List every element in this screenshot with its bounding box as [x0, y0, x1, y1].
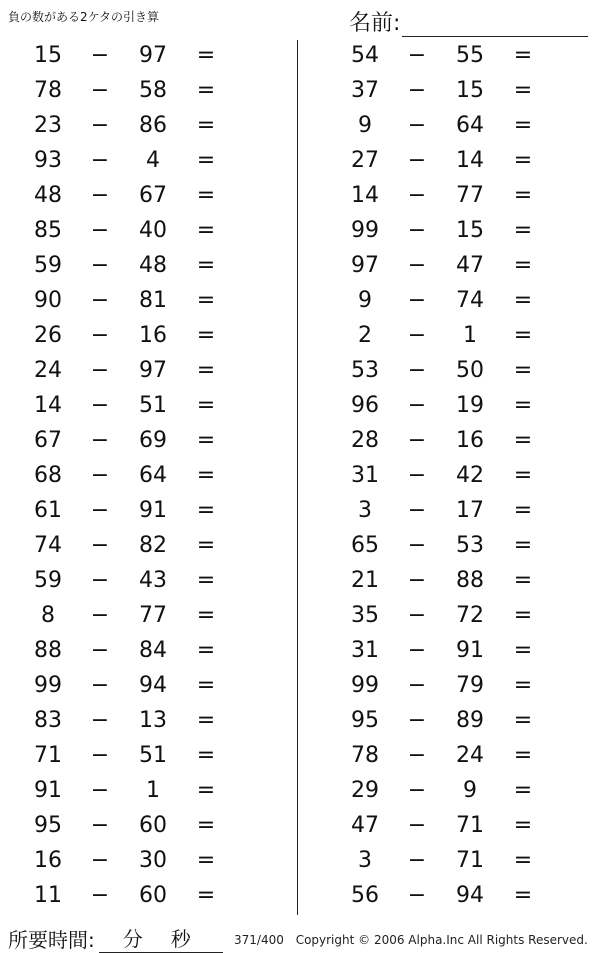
equals-sign: = [196, 533, 216, 558]
subtrahend: 97 [139, 358, 167, 383]
problem-row [317, 633, 597, 668]
equals-sign: = [196, 708, 216, 733]
minus-sign: − [90, 638, 110, 663]
equals-sign: = [513, 253, 533, 278]
problem-row [317, 318, 597, 353]
minus-sign: − [90, 498, 110, 523]
problem-row [0, 598, 280, 633]
minuend: 28 [351, 428, 379, 453]
equals-sign: = [196, 813, 216, 838]
problem-row [0, 73, 280, 108]
equals-sign: = [196, 428, 216, 453]
problem-row [317, 38, 597, 73]
minus-sign: − [90, 533, 110, 558]
problem-row [0, 213, 280, 248]
left-problem-column [0, 38, 280, 913]
equals-sign: = [196, 393, 216, 418]
equals-sign: = [196, 463, 216, 488]
equals-sign: = [196, 638, 216, 663]
equals-sign: = [513, 218, 533, 243]
subtrahend: 89 [456, 708, 484, 733]
equals-sign: = [196, 288, 216, 313]
equals-sign: = [196, 78, 216, 103]
equals-sign: = [196, 673, 216, 698]
minuend: 14 [34, 393, 62, 418]
problem-row [0, 108, 280, 143]
minuend: 59 [34, 253, 62, 278]
subtrahend: 86 [139, 113, 167, 138]
minuend: 27 [351, 148, 379, 173]
minuend: 3 [358, 498, 372, 523]
equals-sign: = [513, 778, 533, 803]
minuend: 65 [351, 533, 379, 558]
subtrahend: 9 [463, 778, 477, 803]
minus-sign: − [90, 708, 110, 733]
minuend: 37 [351, 78, 379, 103]
minuend: 14 [351, 183, 379, 208]
subtrahend: 1 [463, 323, 477, 348]
minuend: 9 [358, 113, 372, 138]
minuend: 78 [351, 743, 379, 768]
problem-row [0, 563, 280, 598]
equals-sign: = [196, 253, 216, 278]
minuend: 54 [351, 43, 379, 68]
minus-sign: − [90, 743, 110, 768]
page-meta [234, 933, 596, 947]
subtrahend: 64 [456, 113, 484, 138]
subtrahend: 42 [456, 463, 484, 488]
subtrahend: 40 [139, 218, 167, 243]
subtrahend: 71 [456, 848, 484, 873]
minuend: 56 [351, 883, 379, 908]
minus-sign: − [407, 813, 427, 838]
minus-sign: − [407, 218, 427, 243]
minus-sign: − [407, 778, 427, 803]
minuend: 61 [34, 498, 62, 523]
minuend: 2 [358, 323, 372, 348]
equals-sign: = [513, 428, 533, 453]
subtrahend: 16 [456, 428, 484, 453]
minus-sign: − [90, 288, 110, 313]
equals-sign: = [196, 498, 216, 523]
subtrahend: 97 [139, 43, 167, 68]
subtrahend: 94 [139, 673, 167, 698]
equals-sign: = [196, 183, 216, 208]
minus-sign: − [90, 848, 110, 873]
equals-sign: = [513, 708, 533, 733]
subtrahend: 47 [456, 253, 484, 278]
equals-sign: = [196, 568, 216, 593]
minus-sign: − [90, 428, 110, 453]
subtrahend: 16 [139, 323, 167, 348]
page-number: 371/400 [234, 933, 284, 947]
problem-row [317, 178, 597, 213]
subtrahend: 94 [456, 883, 484, 908]
problem-row [0, 528, 280, 563]
minuend: 99 [351, 218, 379, 243]
subtrahend: 88 [456, 568, 484, 593]
name-label: 名前: [349, 11, 401, 36]
equals-sign: = [513, 288, 533, 313]
equals-sign: = [196, 323, 216, 348]
equals-sign: = [513, 638, 533, 663]
subtrahend: 17 [456, 498, 484, 523]
problem-row [317, 843, 597, 878]
equals-sign: = [513, 358, 533, 383]
subtrahend: 79 [456, 673, 484, 698]
minus-sign: − [407, 358, 427, 383]
equals-sign: = [513, 43, 533, 68]
equals-sign: = [513, 603, 533, 628]
subtrahend: 53 [456, 533, 484, 558]
minutes-unit: 分 [122, 927, 143, 951]
minus-sign: − [407, 568, 427, 593]
equals-sign: = [513, 883, 533, 908]
minuend: 3 [358, 848, 372, 873]
minuend: 99 [34, 673, 62, 698]
problem-row [317, 878, 597, 913]
minuend: 93 [34, 148, 62, 173]
equals-sign: = [513, 323, 533, 348]
subtrahend: 14 [456, 148, 484, 173]
equals-sign: = [513, 568, 533, 593]
problem-row [317, 808, 597, 843]
minuend: 67 [34, 428, 62, 453]
minus-sign: − [90, 813, 110, 838]
problem-row [0, 143, 280, 178]
equals-sign: = [196, 883, 216, 908]
minuend: 9 [358, 288, 372, 313]
problem-row [317, 738, 597, 773]
problem-row [0, 248, 280, 283]
time-label: 所要時間: [8, 928, 95, 952]
equals-sign: = [513, 743, 533, 768]
minus-sign: − [407, 673, 427, 698]
subtrahend: 58 [139, 78, 167, 103]
minuend: 78 [34, 78, 62, 103]
problem-row [317, 108, 597, 143]
problem-row [0, 878, 280, 913]
minuend: 99 [351, 673, 379, 698]
minuend: 23 [34, 113, 62, 138]
minuend: 29 [351, 778, 379, 803]
time-answer-line[interactable] [99, 928, 223, 953]
problem-row [317, 388, 597, 423]
minuend: 26 [34, 323, 62, 348]
subtrahend: 60 [139, 813, 167, 838]
equals-sign: = [513, 78, 533, 103]
equals-sign: = [513, 533, 533, 558]
subtrahend: 91 [456, 638, 484, 663]
equals-sign: = [196, 113, 216, 138]
problem-row [0, 318, 280, 353]
minus-sign: − [407, 43, 427, 68]
equals-sign: = [513, 673, 533, 698]
time-field [8, 924, 223, 953]
minuend: 74 [34, 533, 62, 558]
problem-row [0, 668, 280, 703]
equals-sign: = [196, 218, 216, 243]
subtrahend: 84 [139, 638, 167, 663]
problem-row [317, 213, 597, 248]
minus-sign: − [407, 183, 427, 208]
equals-sign: = [196, 603, 216, 628]
subtrahend: 1 [146, 778, 160, 803]
equals-sign: = [513, 813, 533, 838]
equals-sign: = [196, 778, 216, 803]
minus-sign: − [90, 323, 110, 348]
problem-row [317, 423, 597, 458]
seconds-unit: 秒 [170, 927, 191, 951]
minus-sign: − [407, 498, 427, 523]
minus-sign: − [407, 113, 427, 138]
minus-sign: − [407, 148, 427, 173]
minus-sign: − [407, 323, 427, 348]
minuend: 59 [34, 568, 62, 593]
problem-row [0, 178, 280, 213]
subtrahend: 74 [456, 288, 484, 313]
minus-sign: − [90, 393, 110, 418]
minuend: 85 [34, 218, 62, 243]
problem-row [317, 668, 597, 703]
right-problem-column [317, 38, 597, 913]
minuend: 31 [351, 638, 379, 663]
problem-row [0, 703, 280, 738]
subtrahend: 19 [456, 393, 484, 418]
minuend: 95 [34, 813, 62, 838]
problem-row [317, 598, 597, 633]
minuend: 24 [34, 358, 62, 383]
minus-sign: − [407, 848, 427, 873]
subtrahend: 77 [456, 183, 484, 208]
subtrahend: 82 [139, 533, 167, 558]
subtrahend: 51 [139, 743, 167, 768]
minuend: 90 [34, 288, 62, 313]
copyright: Copyright © 2006 Alpha.Inc All Rights Reserved. [295, 933, 588, 947]
minus-sign: − [90, 463, 110, 488]
subtrahend: 15 [456, 78, 484, 103]
problem-row [0, 633, 280, 668]
subtrahend: 69 [139, 428, 167, 453]
problem-row [0, 38, 280, 73]
minus-sign: − [90, 603, 110, 628]
minus-sign: − [407, 883, 427, 908]
problem-row [317, 773, 597, 808]
subtrahend: 81 [139, 288, 167, 313]
minus-sign: − [407, 708, 427, 733]
subtrahend: 72 [456, 603, 484, 628]
problem-row [317, 143, 597, 178]
minus-sign: − [90, 568, 110, 593]
name-field [349, 6, 588, 37]
minus-sign: − [90, 43, 110, 68]
subtrahend: 48 [139, 253, 167, 278]
equals-sign: = [196, 848, 216, 873]
minus-sign: − [407, 603, 427, 628]
problem-row [0, 388, 280, 423]
minus-sign: − [407, 463, 427, 488]
equals-sign: = [513, 113, 533, 138]
subtrahend: 15 [456, 218, 484, 243]
equals-sign: = [513, 148, 533, 173]
minus-sign: − [90, 253, 110, 278]
subtrahend: 77 [139, 603, 167, 628]
minuend: 95 [351, 708, 379, 733]
problem-row [0, 423, 280, 458]
problem-row [317, 353, 597, 388]
minus-sign: − [407, 743, 427, 768]
minuend: 68 [34, 463, 62, 488]
minus-sign: − [407, 428, 427, 453]
minuend: 16 [34, 848, 62, 873]
subtrahend: 55 [456, 43, 484, 68]
subtrahend: 13 [139, 708, 167, 733]
subtrahend: 43 [139, 568, 167, 593]
equals-sign: = [196, 743, 216, 768]
minus-sign: − [90, 883, 110, 908]
subtrahend: 91 [139, 498, 167, 523]
minus-sign: − [90, 673, 110, 698]
minus-sign: − [90, 78, 110, 103]
minuend: 11 [34, 883, 62, 908]
equals-sign: = [513, 463, 533, 488]
minuend: 71 [34, 743, 62, 768]
equals-sign: = [513, 183, 533, 208]
problem-row [317, 703, 597, 738]
problem-row [0, 808, 280, 843]
problem-row [0, 493, 280, 528]
subtrahend: 30 [139, 848, 167, 873]
problem-row [317, 248, 597, 283]
problem-row [317, 283, 597, 318]
equals-sign: = [513, 848, 533, 873]
problem-row [0, 773, 280, 808]
column-divider [297, 40, 298, 915]
minuend: 48 [34, 183, 62, 208]
minuend: 8 [41, 603, 55, 628]
equals-sign: = [513, 393, 533, 418]
problem-row [317, 458, 597, 493]
subtrahend: 67 [139, 183, 167, 208]
minus-sign: − [407, 288, 427, 313]
problem-row [0, 843, 280, 878]
minuend: 88 [34, 638, 62, 663]
minus-sign: − [90, 218, 110, 243]
minuend: 21 [351, 568, 379, 593]
subtrahend: 60 [139, 883, 167, 908]
minus-sign: − [407, 638, 427, 663]
minus-sign: − [90, 148, 110, 173]
minus-sign: − [90, 113, 110, 138]
problem-row [0, 738, 280, 773]
minuend: 83 [34, 708, 62, 733]
subtrahend: 64 [139, 463, 167, 488]
minuend: 47 [351, 813, 379, 838]
equals-sign: = [513, 498, 533, 523]
minuend: 15 [34, 43, 62, 68]
minuend: 97 [351, 253, 379, 278]
equals-sign: = [196, 148, 216, 173]
minus-sign: − [407, 533, 427, 558]
problem-row [317, 73, 597, 108]
problem-row [0, 283, 280, 318]
subtrahend: 24 [456, 743, 484, 768]
subtrahend: 50 [456, 358, 484, 383]
minuend: 96 [351, 393, 379, 418]
minuend: 31 [351, 463, 379, 488]
worksheet-title: 負の数がある2ケタの引き算 [8, 10, 160, 24]
problem-row [317, 563, 597, 598]
problem-row [0, 458, 280, 493]
minuend: 53 [351, 358, 379, 383]
name-line[interactable] [402, 16, 588, 37]
minus-sign: − [90, 358, 110, 383]
equals-sign: = [196, 43, 216, 68]
subtrahend: 71 [456, 813, 484, 838]
minuend: 35 [351, 603, 379, 628]
problem-row [317, 528, 597, 563]
minus-sign: − [90, 183, 110, 208]
minus-sign: − [407, 253, 427, 278]
minus-sign: − [407, 393, 427, 418]
subtrahend: 51 [139, 393, 167, 418]
minuend: 91 [34, 778, 62, 803]
minus-sign: − [90, 778, 110, 803]
subtrahend: 4 [146, 148, 160, 173]
minus-sign: − [407, 78, 427, 103]
problem-row [317, 493, 597, 528]
equals-sign: = [196, 358, 216, 383]
problem-row [0, 353, 280, 388]
